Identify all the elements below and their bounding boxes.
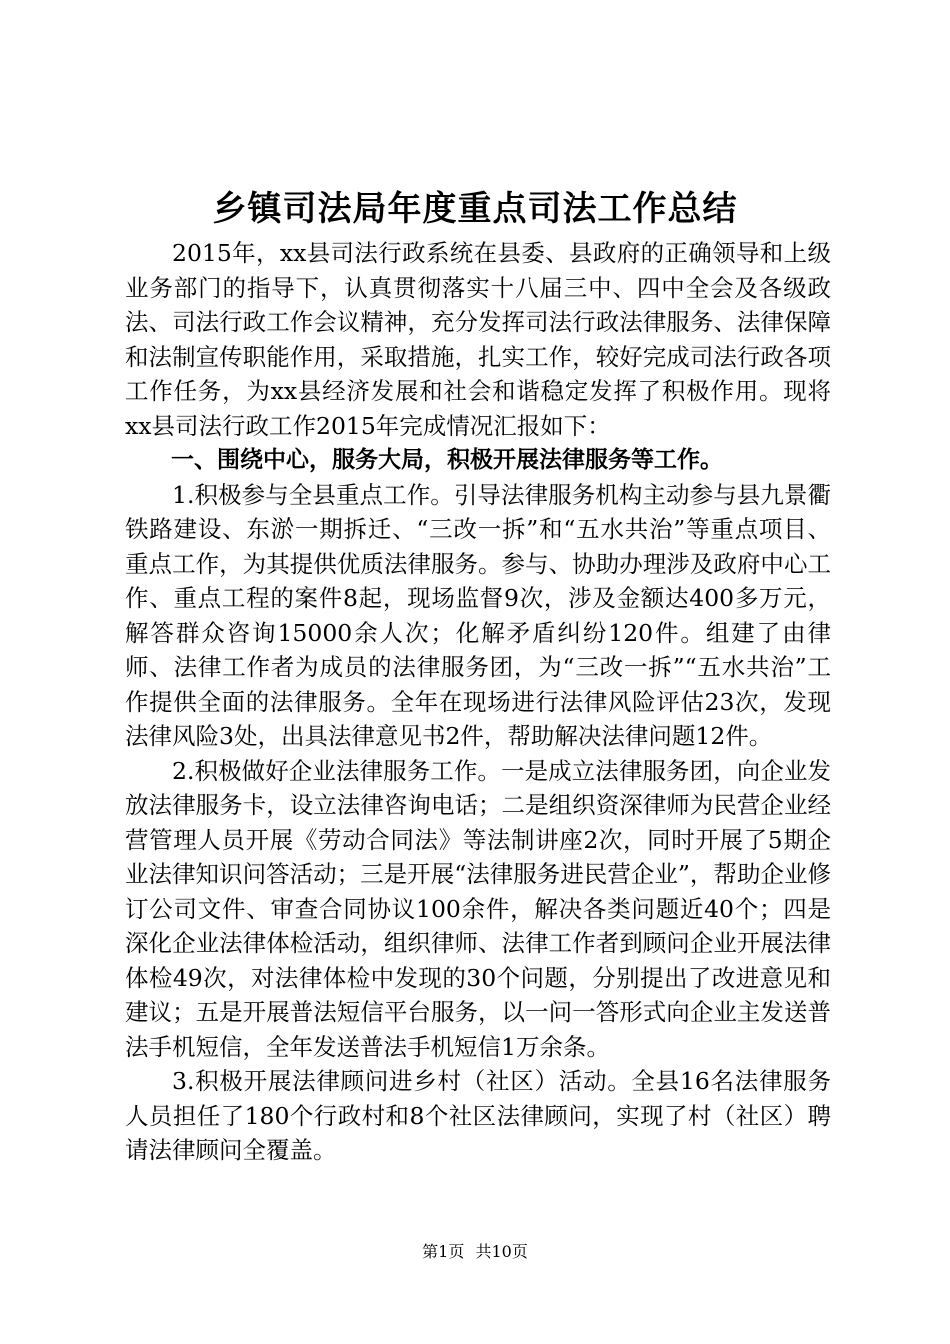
intro-paragraph: 2015年，xx县司法行政系统在县委、县政府的正确领导和上级业务部门的指导下，认真贯彻落实十八届三中、四中全会及各级政法、司法行政工作会议精神，充分发挥司法行政法律服务、法律保障和法制宣传职能作用，采取措施，扎实工作，较好完成司法行政各项工作任务，为xx县经济发展和社会和谐稳定发挥了积极作用。现将xx县司法行政工作2015年完成情况汇报如下： xyxy=(125,239,831,440)
body-paragraph-2: 2.积极做好企业法律服务工作。一是成立法律服务团，向企业发放法律服务卡，设立法律咨询电话；二是组织资深律师为民营企业经营管理人员开展《劳动合同法》等法制讲座2次，同时开展了5期企业法律知识问答活动；三是开展“法律服务进民营企业”，帮助企业修订公司文件、审查合同协议100余件，解决各类问题近40个；四是深化企业法律体检活动，组织律师、法律工作者到顾问企业开展法律体检49次，对法律体检中发现的30个问题，分别提出了改进意见和建议；五是开展普法短信平台服务，以一问一答形式向企业主发送普法手机短信，全年发送普法手机短信1万余条。 xyxy=(125,756,831,1061)
document-body xyxy=(125,236,831,1168)
body-paragraph-3: 3.积极开展法律顾问进乡村（社区）活动。全县16名法律服务人员担任了180个行政村和8个社区法律顾问，实现了村（社区）聘请法律顾问全覆盖。 xyxy=(125,1067,831,1164)
section-heading: 一、围绕中心，服务大局，积极开展法律服务等工作。 xyxy=(171,447,723,473)
body-paragraph-1: 1.积极参与全县重点工作。引导法律服务机构主动参与县九景衢铁路建设、东淤一期拆迁、“三改一拆”和“五水共治”等重点项目、重点工作，为其提供优质法律服务。参与、协助办理涉及政府中心工作、重点工程的案件8起，现场监督9次，涉及金额达400多万元，解答群众咨询15000余人次；化解矛盾纠纷120件。组建了由律师、法律工作者为成员的法律服务团，为“三改一拆”“五水共治”工作提供全面的法律服务。全年在现场进行法律风险评估23次，发现法律风险3处，出具法律意见书2件，帮助解决法律问题12件。 xyxy=(125,480,831,750)
page-total: 共10页 xyxy=(475,1242,528,1261)
document-title: 乡镇司法局年度重点司法工作总结 xyxy=(212,189,738,229)
page-footer xyxy=(0,1240,950,1264)
page-number: 第1页 xyxy=(422,1242,465,1261)
